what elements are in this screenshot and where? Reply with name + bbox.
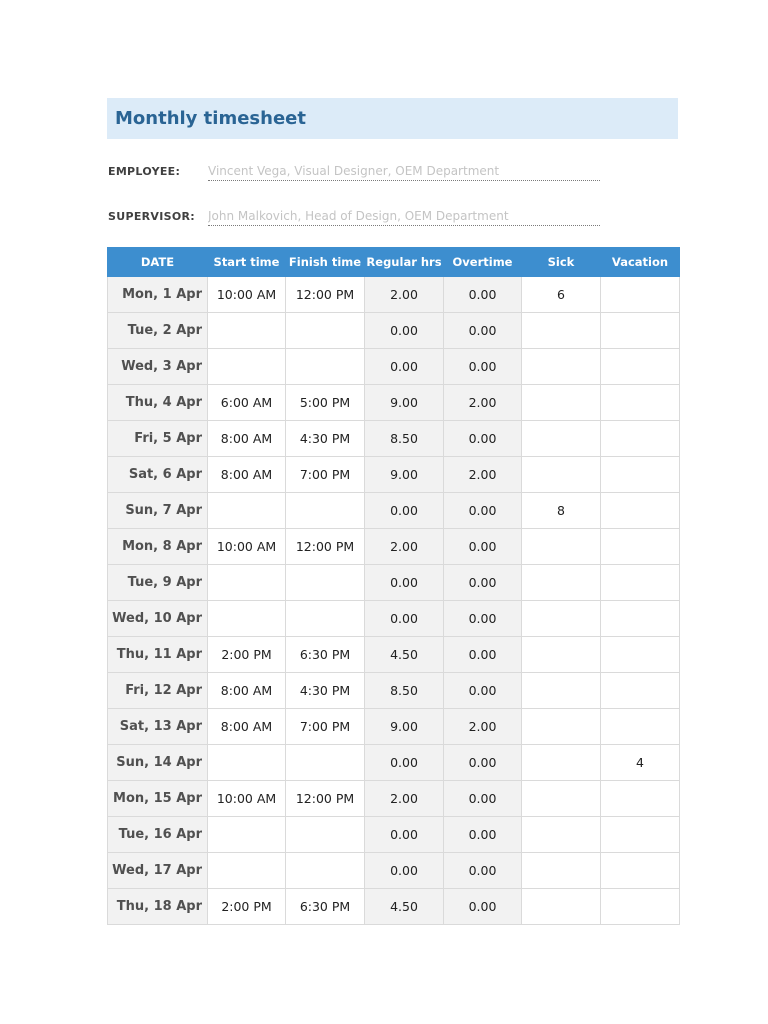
table-row <box>108 637 680 673</box>
date-cell: Sat, 13 Apr <box>108 709 208 745</box>
overtime-cell: 2.00 <box>444 457 522 493</box>
start-time-cell[interactable]: 8:00 AM <box>208 709 286 745</box>
overtime-cell: 2.00 <box>444 385 522 421</box>
overtime-cell: 0.00 <box>444 601 522 637</box>
regular-hrs-cell: 4.50 <box>365 637 444 673</box>
finish-time-cell[interactable] <box>286 853 365 889</box>
vacation-cell[interactable] <box>601 421 680 457</box>
column-header-overtime: Overtime <box>444 248 522 277</box>
overtime-cell: 0.00 <box>444 529 522 565</box>
employee-label: EMPLOYEE: <box>108 165 181 178</box>
regular-hrs-cell: 0.00 <box>365 745 444 781</box>
regular-hrs-cell: 9.00 <box>365 457 444 493</box>
date-cell: Tue, 2 Apr <box>108 313 208 349</box>
overtime-cell: 0.00 <box>444 313 522 349</box>
table-row <box>108 277 680 313</box>
regular-hrs-cell: 8.50 <box>365 673 444 709</box>
table-row <box>108 709 680 745</box>
start-time-cell[interactable]: 2:00 PM <box>208 637 286 673</box>
regular-hrs-cell: 2.00 <box>365 781 444 817</box>
overtime-cell: 0.00 <box>444 349 522 385</box>
start-time-cell[interactable]: 10:00 AM <box>208 781 286 817</box>
sick-cell[interactable] <box>522 781 601 817</box>
date-cell: Wed, 10 Apr <box>108 601 208 637</box>
sick-cell[interactable] <box>522 673 601 709</box>
vacation-cell[interactable] <box>601 601 680 637</box>
table-row <box>108 853 680 889</box>
sick-cell[interactable] <box>522 313 601 349</box>
vacation-cell[interactable] <box>601 277 680 313</box>
date-cell: Wed, 17 Apr <box>108 853 208 889</box>
date-cell: Thu, 11 Apr <box>108 637 208 673</box>
table-row <box>108 457 680 493</box>
regular-hrs-cell: 9.00 <box>365 385 444 421</box>
vacation-cell[interactable] <box>601 781 680 817</box>
title-bar <box>107 98 678 139</box>
vacation-cell[interactable] <box>601 565 680 601</box>
start-time-cell[interactable]: 8:00 AM <box>208 457 286 493</box>
finish-time-cell[interactable]: 12:00 PM <box>286 781 365 817</box>
table-row <box>108 817 680 853</box>
overtime-cell: 0.00 <box>444 817 522 853</box>
overtime-cell: 0.00 <box>444 745 522 781</box>
start-time-cell[interactable] <box>208 313 286 349</box>
sick-cell[interactable] <box>522 745 601 781</box>
vacation-cell[interactable] <box>601 493 680 529</box>
column-header-sick: Sick <box>522 248 601 277</box>
finish-time-cell[interactable] <box>286 565 365 601</box>
finish-time-cell[interactable]: 7:00 PM <box>286 709 365 745</box>
sick-cell[interactable]: 8 <box>522 493 601 529</box>
vacation-cell[interactable] <box>601 889 680 925</box>
table-row <box>108 745 680 781</box>
date-cell: Thu, 4 Apr <box>108 385 208 421</box>
finish-time-cell[interactable] <box>286 817 365 853</box>
supervisor-row <box>108 206 600 226</box>
column-header-vacation: Vacation <box>601 248 680 277</box>
table-row <box>108 421 680 457</box>
finish-time-cell[interactable]: 4:30 PM <box>286 421 365 457</box>
table-row <box>108 529 680 565</box>
date-cell: Tue, 16 Apr <box>108 817 208 853</box>
vacation-cell[interactable] <box>601 817 680 853</box>
finish-time-cell[interactable]: 6:30 PM <box>286 889 365 925</box>
supervisor-field[interactable] <box>208 206 600 226</box>
regular-hrs-cell: 4.50 <box>365 889 444 925</box>
date-cell: Wed, 3 Apr <box>108 349 208 385</box>
vacation-cell[interactable] <box>601 637 680 673</box>
start-time-cell[interactable] <box>208 565 286 601</box>
sick-cell[interactable] <box>522 349 601 385</box>
start-time-cell[interactable] <box>208 493 286 529</box>
table-row <box>108 493 680 529</box>
start-time-cell[interactable] <box>208 817 286 853</box>
finish-time-cell[interactable]: 6:30 PM <box>286 637 365 673</box>
regular-hrs-cell: 0.00 <box>365 565 444 601</box>
vacation-cell[interactable] <box>601 709 680 745</box>
sick-cell[interactable] <box>522 637 601 673</box>
finish-time-cell[interactable]: 5:00 PM <box>286 385 365 421</box>
finish-time-cell[interactable] <box>286 349 365 385</box>
overtime-cell: 0.00 <box>444 781 522 817</box>
regular-hrs-cell: 9.00 <box>365 709 444 745</box>
date-cell: Mon, 8 Apr <box>108 529 208 565</box>
start-time-cell[interactable] <box>208 349 286 385</box>
regular-hrs-cell: 0.00 <box>365 493 444 529</box>
sick-cell[interactable] <box>522 565 601 601</box>
overtime-cell: 0.00 <box>444 565 522 601</box>
regular-hrs-cell: 0.00 <box>365 817 444 853</box>
table-row <box>108 385 680 421</box>
regular-hrs-cell: 2.00 <box>365 529 444 565</box>
regular-hrs-cell: 8.50 <box>365 421 444 457</box>
table-row <box>108 781 680 817</box>
column-header-date: DATE <box>108 248 208 277</box>
vacation-cell[interactable] <box>601 457 680 493</box>
date-cell: Fri, 12 Apr <box>108 673 208 709</box>
overtime-cell: 2.00 <box>444 709 522 745</box>
date-cell: Sat, 6 Apr <box>108 457 208 493</box>
table-row <box>108 349 680 385</box>
finish-time-cell[interactable] <box>286 493 365 529</box>
date-cell: Sun, 14 Apr <box>108 745 208 781</box>
overtime-cell: 0.00 <box>444 637 522 673</box>
column-header-start-time: Start time <box>208 248 286 277</box>
vacation-cell[interactable] <box>601 673 680 709</box>
overtime-cell: 0.00 <box>444 493 522 529</box>
table-row <box>108 889 680 925</box>
date-cell: Sun, 7 Apr <box>108 493 208 529</box>
table-row <box>108 565 680 601</box>
start-time-cell[interactable] <box>208 745 286 781</box>
finish-time-cell[interactable]: 4:30 PM <box>286 673 365 709</box>
column-header-regular-hrs: Regular hrs <box>365 248 444 277</box>
start-time-cell[interactable] <box>208 601 286 637</box>
start-time-cell[interactable]: 6:00 AM <box>208 385 286 421</box>
supervisor-label: SUPERVISOR: <box>108 210 195 223</box>
timesheet-table <box>107 247 680 925</box>
sick-cell[interactable] <box>522 709 601 745</box>
finish-time-cell[interactable]: 7:00 PM <box>286 457 365 493</box>
finish-time-cell[interactable]: 12:00 PM <box>286 529 365 565</box>
vacation-cell[interactable]: 4 <box>601 745 680 781</box>
sick-cell[interactable] <box>522 529 601 565</box>
sick-cell[interactable]: 6 <box>522 277 601 313</box>
employee-field[interactable] <box>208 161 600 181</box>
finish-time-cell[interactable] <box>286 745 365 781</box>
vacation-cell[interactable] <box>601 385 680 421</box>
date-cell: Thu, 18 Apr <box>108 889 208 925</box>
overtime-cell: 0.00 <box>444 853 522 889</box>
finish-time-cell[interactable] <box>286 313 365 349</box>
table-row <box>108 313 680 349</box>
vacation-cell[interactable] <box>601 853 680 889</box>
table-header-row <box>108 248 680 277</box>
vacation-cell[interactable] <box>601 313 680 349</box>
table-row <box>108 601 680 637</box>
sick-cell[interactable] <box>522 853 601 889</box>
sick-cell[interactable] <box>522 601 601 637</box>
overtime-cell: 0.00 <box>444 889 522 925</box>
overtime-cell: 0.00 <box>444 673 522 709</box>
date-cell: Tue, 9 Apr <box>108 565 208 601</box>
finish-time-cell[interactable]: 12:00 PM <box>286 277 365 313</box>
overtime-cell: 0.00 <box>444 277 522 313</box>
regular-hrs-cell: 0.00 <box>365 601 444 637</box>
date-cell: Mon, 15 Apr <box>108 781 208 817</box>
regular-hrs-cell: 0.00 <box>365 853 444 889</box>
start-time-cell[interactable]: 8:00 AM <box>208 421 286 457</box>
regular-hrs-cell: 0.00 <box>365 349 444 385</box>
start-time-cell[interactable]: 8:00 AM <box>208 673 286 709</box>
column-header-finish-time: Finish time <box>286 248 365 277</box>
start-time-cell[interactable]: 10:00 AM <box>208 277 286 313</box>
employee-row <box>108 161 600 181</box>
finish-time-cell[interactable] <box>286 601 365 637</box>
sick-cell[interactable] <box>522 457 601 493</box>
page-title: Monthly timesheet <box>115 108 306 129</box>
start-time-cell[interactable]: 10:00 AM <box>208 529 286 565</box>
start-time-cell[interactable] <box>208 853 286 889</box>
regular-hrs-cell: 0.00 <box>365 313 444 349</box>
vacation-cell[interactable] <box>601 349 680 385</box>
overtime-cell: 0.00 <box>444 421 522 457</box>
sick-cell[interactable] <box>522 889 601 925</box>
vacation-cell[interactable] <box>601 529 680 565</box>
sick-cell[interactable] <box>522 421 601 457</box>
date-cell: Mon, 1 Apr <box>108 277 208 313</box>
table-row <box>108 673 680 709</box>
sick-cell[interactable] <box>522 817 601 853</box>
start-time-cell[interactable]: 2:00 PM <box>208 889 286 925</box>
regular-hrs-cell: 2.00 <box>365 277 444 313</box>
date-cell: Fri, 5 Apr <box>108 421 208 457</box>
sick-cell[interactable] <box>522 385 601 421</box>
